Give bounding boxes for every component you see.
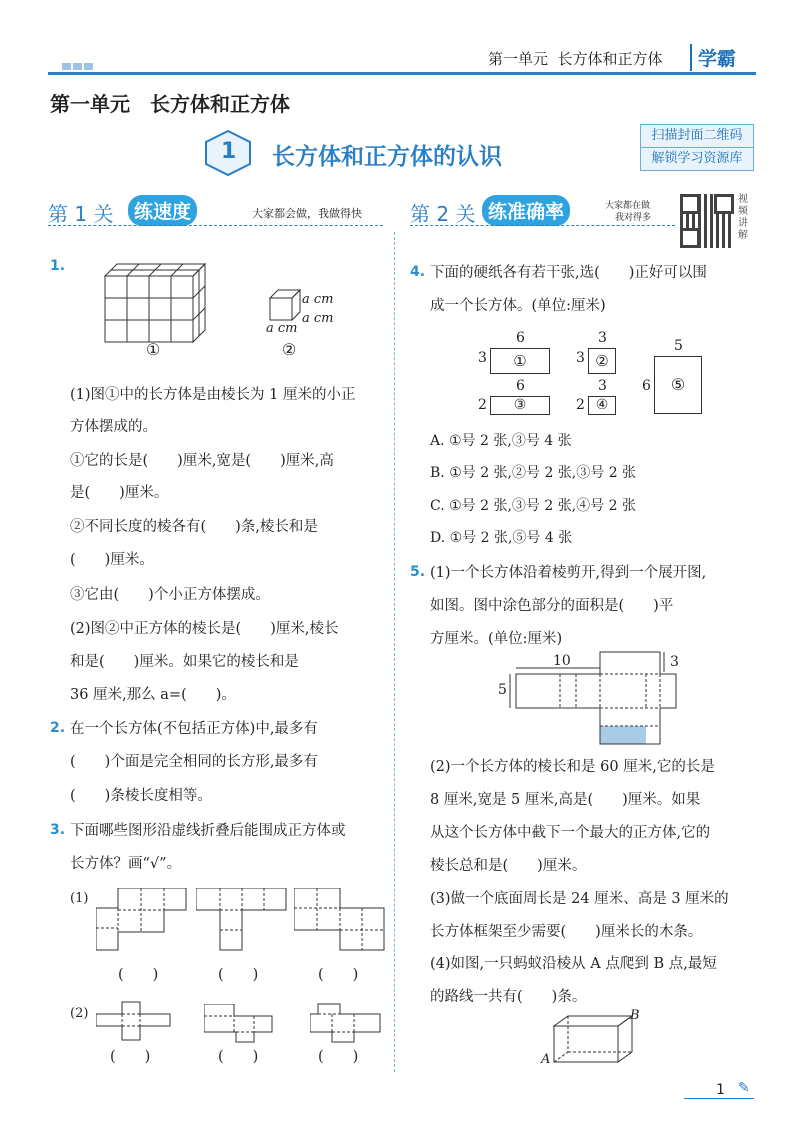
q5-point-a: A xyxy=(541,1052,551,1067)
card-2-id: ② xyxy=(595,352,609,370)
column-divider xyxy=(394,232,395,1072)
card-4-id: ④ xyxy=(595,397,609,413)
card-3 xyxy=(478,378,550,416)
video-explain-label: 视频讲解 xyxy=(738,194,748,241)
q1-text-4: ③它由( )个小正方体摆成。 xyxy=(70,587,270,603)
lesson-number: 1 xyxy=(221,139,237,164)
qr-code-icon[interactable] xyxy=(680,194,734,248)
q5-text-3: (3)做一个底面周长是 24 厘米、高是 3 厘米的 xyxy=(430,891,729,907)
q5-text-2b: 8 厘米,宽是 5 厘米,高是( )厘米。如果 xyxy=(430,792,701,808)
level2-label: 第 2 关 xyxy=(410,202,476,226)
q5-number: 5. xyxy=(410,564,426,580)
q1-figure2-cube xyxy=(268,288,304,324)
q3-answer-1c[interactable]: ( ) xyxy=(318,967,359,983)
q1-dim-a-bottom: a cm xyxy=(266,321,298,336)
q2-text-3: ( )条棱长度相等。 xyxy=(70,788,212,804)
q1-text-3: ②不同长度的棱各有( )条,棱长和是 xyxy=(70,519,318,535)
q3-answer-1a[interactable]: ( ) xyxy=(118,967,159,983)
q5-text-4b: 的路线一共有( )条。 xyxy=(430,989,587,1005)
card-1-width: 6 xyxy=(516,330,525,346)
q2-number: 2. xyxy=(50,720,66,736)
level1-label: 第 1 关 xyxy=(48,202,114,226)
q3-net-1b xyxy=(196,888,288,952)
q1-text-5b: 和是( )厘米。如果它的棱长和是 xyxy=(70,654,299,670)
qr-box-line1: 扫描封面二维码 xyxy=(641,125,753,148)
level1-badge: 练速度 xyxy=(128,195,197,226)
q1-figure1-cuboid xyxy=(100,258,215,348)
q3-answer-1b[interactable]: ( ) xyxy=(218,967,259,983)
q2-text-2: ( )个面是完全相同的长方形,最多有 xyxy=(70,754,318,770)
q3-net-2a xyxy=(96,1000,172,1042)
brand-logo: 学霸 xyxy=(690,44,736,71)
q5-text-2c: 从这个长方体中截下一个最大的正方体,它的 xyxy=(430,825,711,841)
q5-text-1: (1)一个长方体沿着棱剪开,得到一个展开图, xyxy=(430,565,707,581)
card-5-rect xyxy=(654,356,702,414)
card-4-width: 3 xyxy=(598,378,607,394)
q1-figure1-label: ① xyxy=(146,340,161,359)
q5-dim-5: 5 xyxy=(498,682,507,698)
card-1-id: ① xyxy=(513,352,527,370)
q5-dim-3: 3 xyxy=(670,654,679,670)
header-unit-text: 第一单元 长方体和正方体 xyxy=(488,50,663,68)
card-1-height: 3 xyxy=(478,350,487,366)
card-3-width: 6 xyxy=(516,378,525,394)
q1-text-3b: ( )厘米。 xyxy=(70,552,154,568)
lesson-number-badge xyxy=(205,130,251,176)
q3-answer-2c[interactable]: ( ) xyxy=(318,1049,359,1065)
q3-sub2-label: (2) xyxy=(70,1006,89,1021)
q5-text-4: (4)如图,一只蚂蚁沿棱从 A 点爬到 B 点,最短 xyxy=(430,956,717,972)
q5-text-2d: 棱长总和是( )厘米。 xyxy=(430,858,587,874)
q2-text-1: 在一个长方体(不包括正方体)中,最多有 xyxy=(70,721,318,737)
card-2-height: 3 xyxy=(576,350,585,366)
level2-underline xyxy=(410,225,675,226)
level1-underline xyxy=(48,225,383,226)
q1-text-1: (1)图①中的长方体是由棱长为 1 厘米的小正 xyxy=(70,387,356,403)
level2-slogan1: 大家都在做 xyxy=(605,201,651,211)
q5-text-2: (2)一个长方体的棱长和是 60 厘米,它的长是 xyxy=(430,759,715,775)
footer-rule xyxy=(684,1098,754,1099)
q3-text-2: 长方体？画“√”。 xyxy=(70,856,182,872)
q1-dim-a-right: a cm xyxy=(302,311,334,326)
q1-text-1b: 方体摆成的。 xyxy=(70,419,157,435)
q4-text-2: 成一个长方体。(单位:厘米) xyxy=(430,298,606,314)
q1-text-2b: 是( )厘米。 xyxy=(70,485,169,501)
q3-net-2c xyxy=(310,1002,382,1044)
header-rule xyxy=(48,72,756,75)
q5-text-3b: 长方体框架至少需要( )厘米长的木条。 xyxy=(430,924,703,940)
q5-dim-10: 10 xyxy=(553,653,571,669)
q3-answer-2b[interactable]: ( ) xyxy=(218,1049,259,1065)
q3-net-2b xyxy=(204,1004,274,1044)
card-3-rect xyxy=(490,396,550,415)
card-5-width: 5 xyxy=(674,338,683,354)
card-4 xyxy=(576,378,618,416)
level2-badge: 练准确率 xyxy=(482,195,570,226)
lesson-title: 长方体和正方体的认识 xyxy=(272,144,502,170)
q4-option-d[interactable]: D. ①号 2 张,⑤号 4 张 xyxy=(430,530,573,546)
q1-number: 1. xyxy=(50,258,66,274)
q5-text-1c: 方厘米。(单位:厘米) xyxy=(430,631,563,647)
card-5-id: ⑤ xyxy=(670,375,686,394)
card-3-id: ③ xyxy=(513,397,527,413)
unit-title: 第一单元 长方体和正方体 xyxy=(50,92,290,116)
q3-answer-2a[interactable]: ( ) xyxy=(110,1049,151,1065)
card-1 xyxy=(478,330,550,374)
q4-text-1: 下面的硬纸各有若干张,选( )正好可以围 xyxy=(430,265,707,281)
q5-text-1b: 如图。图中涂色部分的面积是( )平 xyxy=(430,598,674,614)
card-2-rect xyxy=(588,348,616,374)
q4-option-a[interactable]: A. ①号 2 张,③号 4 张 xyxy=(430,433,572,449)
q4-number: 4. xyxy=(410,264,426,280)
q1-text-5: (2)图②中正方体的棱长是( )厘米,棱长 xyxy=(70,621,339,637)
level1-slogan: 大家都会做，我做得快 xyxy=(252,207,362,220)
q1-text-5c: 36 厘米,那么 a=( )。 xyxy=(70,687,236,703)
q5-ant-cuboid xyxy=(548,1012,638,1068)
q5-point-b: B xyxy=(630,1008,640,1023)
card-2-width: 3 xyxy=(598,330,607,346)
level2-slogan2: 我对得多 xyxy=(615,213,652,223)
q4-option-c[interactable]: C. ①号 2 张,③号 2 张,④号 2 张 xyxy=(430,498,636,514)
card-1-rect xyxy=(490,348,550,374)
card-2 xyxy=(576,330,618,374)
pencil-icon: ✎ xyxy=(738,1080,750,1096)
card-5-height: 6 xyxy=(642,378,651,394)
q3-text-1: 下面哪些图形沿虚线折叠后能围成正方体或 xyxy=(70,823,346,839)
q1-text-2: ①它的长是( )厘米,宽是( )厘米,高 xyxy=(70,453,334,469)
q1-figure2-label: ② xyxy=(282,340,297,359)
q3-net-1a xyxy=(96,888,188,952)
q4-option-b[interactable]: B. ①号 2 张,②号 2 张,③号 2 张 xyxy=(430,465,637,481)
q3-sub1-label: (1) xyxy=(70,891,89,906)
card-5 xyxy=(642,338,706,416)
q3-net-1c xyxy=(294,888,386,952)
card-4-height: 2 xyxy=(576,397,585,413)
card-4-rect xyxy=(588,396,616,415)
card-3-height: 2 xyxy=(478,397,487,413)
q3-number: 3. xyxy=(50,822,66,838)
page-number: 1 xyxy=(716,1082,725,1098)
qr-resource-box xyxy=(640,124,754,171)
qr-box-line2: 解锁学习资源库 xyxy=(651,151,743,166)
q1-dim-a-top: a cm xyxy=(302,292,334,307)
